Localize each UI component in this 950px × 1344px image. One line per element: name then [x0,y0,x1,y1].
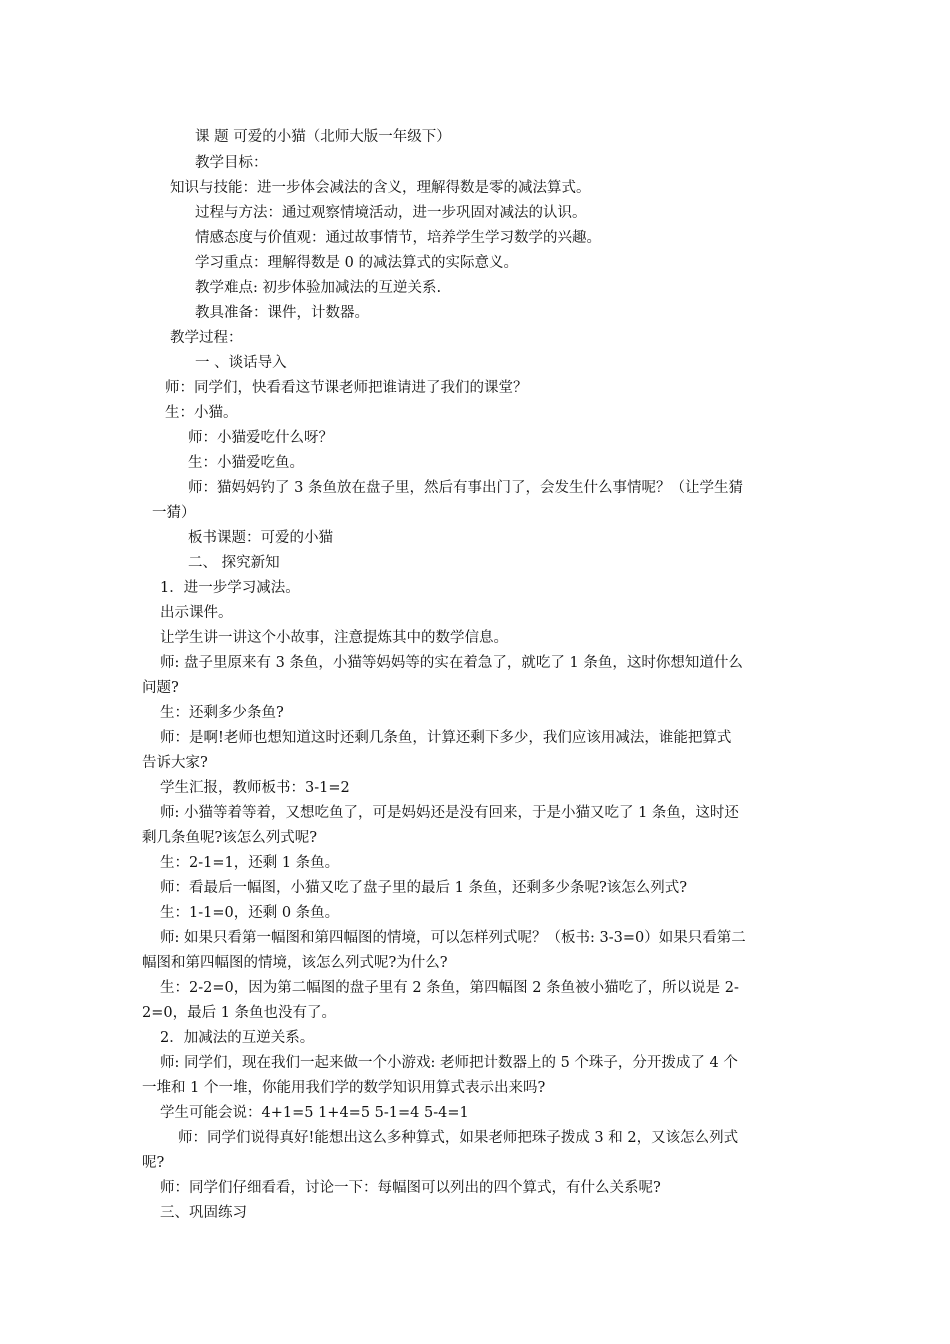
dialogue-line: 生：小猫爱吃鱼。 [188,455,304,471]
text-line: 学生汇报，教师板书：3-1=2 [160,780,350,796]
text-line: 生：1-1=0，还剩 0 条鱼。 [160,905,340,921]
objective-process: 过程与方法：通过观察情境活动，进一步巩固对减法的认识。 [195,205,587,221]
process-heading: 教学过程： [170,330,243,346]
text-line: 学生可能会说：4+1=5 1+4=5 5-1=4 5-4=1 [160,1105,469,1121]
text-line: 师：同学们仔细看看，讨论一下：每幅图可以列出的四个算式，有什么关系呢? [160,1180,661,1196]
text-line: 呢? [142,1155,165,1171]
text-line: 出示课件。 [160,605,233,621]
dialogue-line: 生：小猫。 [165,405,238,421]
text-line: 师: 同学们，现在我们一起来做一个小游戏: 老师把计数器上的 5 个珠子，分开拨成了 4 个 [160,1055,738,1071]
text-line: 师：同学们说得真好!能想出这么多种算式，如果老师把珠子拨成 3 和 2，又该怎么列式 [178,1130,739,1146]
dialogue-line: 师：猫妈妈钓了 3 条鱼放在盘子里，然后有事出门了，会发生什么事情呢？（让学生猜 [188,480,743,496]
key-point: 学习重点：理解得数是 0 的减法算式的实际意义。 [195,255,518,271]
text-line: 问题? [142,680,179,696]
section2-heading: 二、 探究新知 [188,555,280,571]
text-line: 让学生讲一讲这个小故事，注意提炼其中的数学信息。 [160,630,508,646]
objectives-heading: 教学目标： [195,155,268,171]
objective-attitude: 情感态度与价值观：通过故事情节，培养学生学习数学的兴趣。 [195,230,601,246]
subsection-heading: 1．进一步学习减法。 [160,580,300,596]
text-line: 师: 小猫等着等着，又想吃鱼了，可是妈妈还是没有回来，于是小猫又吃了 1 条鱼，这时还 [160,805,739,821]
dialogue-line: 师：同学们，快看看这节课老师把谁请进了我们的课堂？ [165,380,528,396]
text-line: 生：还剩多少条鱼? [160,705,284,721]
materials: 教具准备：课件，计数器。 [195,305,369,321]
section3-heading: 三、巩固练习 [160,1205,247,1221]
text-line: 剩几条鱼呢?该怎么列式呢? [142,830,318,846]
text-line: 幅图和第四幅图的情境，该怎么列式呢?为什么? [142,955,448,971]
dialogue-line: 师：小猫爱吃什么呀？ [188,430,333,446]
text-line: 师: 如果只看第一幅图和第四幅图的情境，可以怎样列式呢？（板书: 3-3=0）如果只看第二 [160,930,746,946]
text-line: 一堆和 1 个一堆，你能用我们学的数学知识用算式表示出来吗? [142,1080,546,1096]
text-line: 师：看最后一幅图，小猫又吃了盘子里的最后 1 条鱼，还剩多少条呢?该怎么列式? [160,880,687,896]
text-line: 生：2-1=1，还剩 1 条鱼。 [160,855,340,871]
section1-heading: 一 、谈话导入 [195,355,287,371]
topic-line: 课 题 可爱的小猫（北师大版一年级下） [195,129,451,145]
board-title: 板书课题：可爱的小猫 [188,530,333,546]
text-line: 告诉大家? [142,755,208,771]
difficulty: 教学难点: 初步体验加减法的互逆关系. [195,280,442,296]
subsection-heading: 2．加减法的互逆关系。 [160,1030,315,1046]
objective-knowledge: 知识与技能：进一步体会减法的含义，理解得数是零的减法算式。 [170,180,591,196]
text-line: 师：是啊!老师也想知道这时还剩几条鱼，计算还剩下多少，我们应该用减法，谁能把算式 [160,730,732,746]
text-line: 师: 盘子里原来有 3 条鱼，小猫等妈妈等的实在着急了，就吃了 1 条鱼，这时你想知道什么 [160,655,743,671]
text-line: 2=0，最后 1 条鱼也没有了。 [142,1005,337,1021]
text-line: 生：2-2=0，因为第二幅图的盘子里有 2 条鱼，第四幅图 2 条鱼被小猫吃了，所以说是 2- [160,980,739,996]
dialogue-line: 一猜） [152,505,196,521]
